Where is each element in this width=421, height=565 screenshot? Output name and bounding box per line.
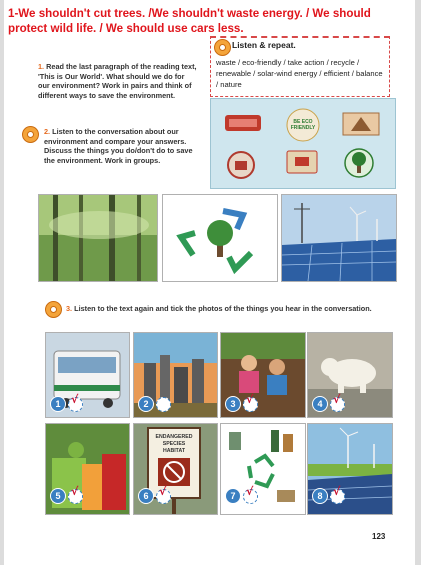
task-2-instruction: [44, 127, 199, 165]
vocabulary-list: waste / eco-friendly / take action / recycle / renewable / solar-wind energy / efficient / balance / nature: [216, 58, 383, 89]
tick-mark: √: [71, 485, 79, 498]
photo-number-badge: 5: [50, 488, 66, 504]
svg-text:FRIENDLY: FRIENDLY: [290, 125, 316, 131]
tick-mark: √: [333, 393, 341, 406]
cd-icon: [45, 301, 62, 318]
forest-illustration: [39, 195, 157, 281]
svg-text:BE ECO: BE ECO: [293, 119, 313, 125]
task-3-instruction: [66, 304, 386, 314]
eco-logos-panel: [210, 98, 396, 189]
handwritten-answer: 1-We shouldn't cut trees. /We shouldn't waste energy. / We should protect wild life. / We should use cars less.: [8, 7, 371, 35]
photo-number-badge: 8: [312, 488, 328, 504]
svg-text:SPECIES: SPECIES: [162, 441, 186, 447]
task-3-number: 3.: [66, 304, 73, 313]
photo-number-badge: 2: [138, 396, 154, 412]
recycle-tree-photo: [162, 194, 278, 282]
photo-number-badge: 4: [312, 396, 328, 412]
solar-wind-illustration: [282, 195, 396, 281]
recycle-tree-illustration: [163, 195, 277, 281]
tick-mark: √: [159, 485, 167, 498]
cd-icon: [214, 39, 231, 56]
textbook-page: [4, 0, 415, 565]
task-1-instruction: [38, 62, 198, 100]
photo-number-badge: 1: [50, 396, 66, 412]
task-3-text: Listen to the text again and tick the photos of the things you hear in the conversation.: [74, 304, 372, 313]
task-2-number: 2.: [44, 127, 51, 136]
forest-photo: [38, 194, 158, 282]
photo-number-badge: 6: [138, 488, 154, 504]
eco-logos-illustration: [211, 99, 395, 188]
svg-text:HABITAT: HABITAT: [163, 448, 185, 454]
photo-number-badge: 3: [225, 396, 241, 412]
tick-mark: √: [333, 485, 341, 498]
tick-box[interactable]: [156, 397, 171, 412]
task-1-text: Read the last paragraph of the reading text, 'This is Our World'. What should we do for our environment? Work in pairs and think of different ways to save the environment.: [38, 62, 197, 100]
task-1-number: 1.: [38, 62, 45, 71]
solar-wind-photo: [281, 194, 397, 282]
tick-mark: √: [246, 485, 254, 498]
photo-number-badge: 7: [225, 488, 241, 504]
page-number: 123: [372, 532, 386, 541]
task-2-text: Listen to the conversation about our environment and compare your answers. Discuss the things you do/don't do to save the environment. Work in groups.: [44, 127, 193, 165]
cd-icon: [22, 126, 39, 143]
tick-mark: √: [246, 393, 254, 406]
sign-text: ENDANGERED: [155, 434, 193, 440]
tick-mark: √: [71, 393, 79, 406]
listen-repeat-title: Listen & repeat.: [232, 40, 296, 50]
